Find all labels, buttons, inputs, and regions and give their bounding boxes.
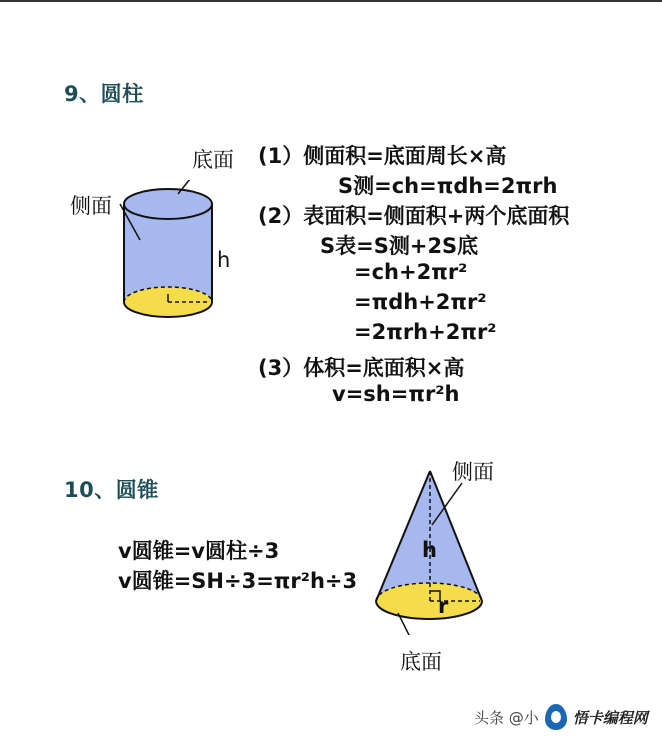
cone-label-base: 底面	[400, 650, 442, 674]
watermark-text: 头条 @小	[474, 708, 539, 727]
cylinder-formula-7: =2πrh+2πr²	[354, 320, 497, 344]
cylinder-label-height: h	[217, 248, 231, 272]
cylinder-formula-5: =ch+2πr²	[354, 260, 468, 284]
top-border-line	[0, 0, 662, 2]
cylinder-formula-3: (2）表面积=侧面积+两个底面积	[258, 204, 570, 228]
cylinder-top-base	[124, 189, 212, 219]
section-title-cylinder: 9、圆柱	[64, 82, 144, 106]
watermark	[474, 704, 648, 730]
cylinder-formula-6: =πdh+2πr²	[354, 290, 487, 314]
ghost-logo-icon	[545, 704, 567, 730]
cylinder-formula-8: (3）体积=底面积×高	[258, 356, 465, 380]
cylinder-figure	[110, 180, 220, 325]
cylinder-formula-9: v=sh=πr²h	[332, 382, 460, 406]
cone-label-side: 侧面	[452, 460, 494, 484]
cone-label-height: h	[422, 538, 437, 562]
section-title-cone: 10、圆锥	[64, 478, 159, 502]
cone-formula-2: v圆锥=SH÷3=πr²h÷3	[118, 569, 358, 593]
cone-label-radius: r	[438, 594, 449, 618]
cylinder-formula-2: S测=ch=πdh=2πrh	[338, 174, 558, 198]
cylinder-label-side: 侧面	[70, 194, 112, 218]
watermark-site-name: 悟卡编程网	[572, 708, 648, 727]
cylinder-label-base: 底面	[192, 148, 234, 172]
cylinder-formula-1: (1）侧面积=底面周长×高	[258, 144, 507, 168]
cylinder-formula-4: S表=S测+2S底	[320, 234, 479, 258]
cone-formula-1: v圆锥=v圆柱÷3	[118, 539, 280, 563]
